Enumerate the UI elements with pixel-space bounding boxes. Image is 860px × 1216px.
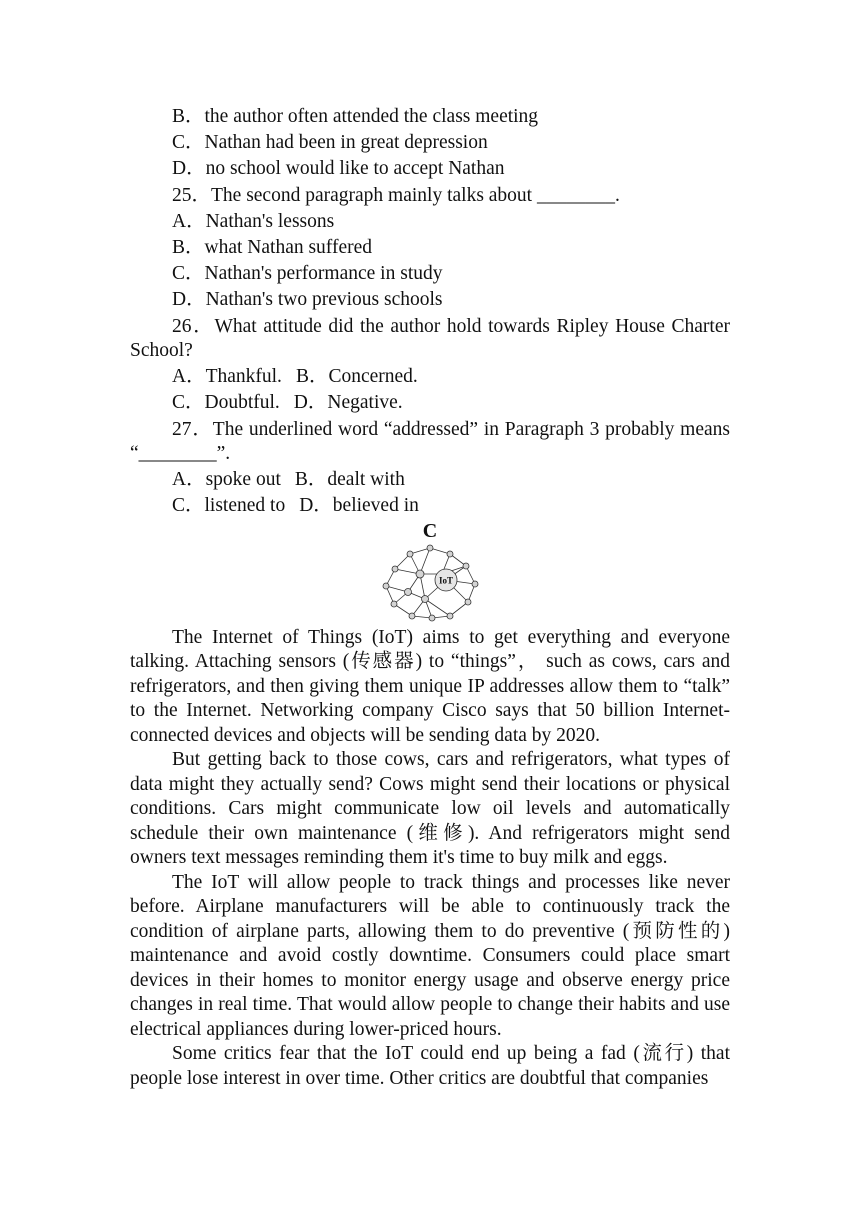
q24-option-b: B．the author often attended the class meeting bbox=[172, 106, 539, 127]
iot-figure-label: IoT bbox=[438, 575, 454, 586]
q26-options-row2 bbox=[130, 390, 730, 416]
q27-stem: 27．The underlined word “addressed” in Paragraph 3 probably means “________”. bbox=[130, 418, 730, 465]
worksheet-page bbox=[130, 104, 730, 1091]
q27-options-row1 bbox=[130, 467, 730, 493]
passage-paragraph-3: The IoT will allow people to track things and processes like never before. Airplane manufacturers will be able to continuously track the condition of airplane parts, allowing them to do preventive (预防性的) maintenance and avoid costly downtime. Consumers could place smart devices in their homes to monitor energy usage and observe energy price changes in real time. That would allow people to change their habits and use electrical appliances during lower-priced hours. bbox=[130, 871, 730, 1040]
q27-option-a: A．spoke out bbox=[172, 469, 281, 491]
q27-option-c: C．listened to bbox=[172, 495, 286, 517]
passage-paragraph-2: But getting back to those cows, cars and refrigerators, what types of data might they actually send? Cows might send their locations or physical conditions. Cars might communicate low oil levels and automatically schedule their own maintenance (维修). And refrigerators might send owners text messages reminding them it's time to buy milk and eggs. bbox=[130, 749, 730, 869]
q27-option-d: D．believed in bbox=[299, 495, 419, 517]
q26-stem: 26．What attitude did the author hold towards Ripley House Charter School? bbox=[130, 315, 730, 362]
passage-paragraph-4: Some critics fear that the IoT could end up being a fad (流行) that people lose interest in over time. Other critics are doubtful that companies bbox=[130, 1043, 730, 1089]
q24-option-d: D．no school would like to accept Nathan bbox=[172, 158, 505, 180]
q26-option-c: C．Doubtful. bbox=[172, 392, 280, 414]
q26-option-b: B．Concerned. bbox=[295, 366, 418, 388]
passage-paragraph-1: The Internet of Things (IoT) aims to get everything and everyone talking. Attaching sensors (传感器) to “things”， such as cows, cars and refrigerators, and then giving them unique IP addresses allow them to “talk” to the Internet. Networking company Cisco says that 50 billion Internet-connected devices and objects will be sending data by 2020. bbox=[130, 626, 730, 746]
q25-option-b: B．what Nathan suffered bbox=[172, 237, 372, 259]
q26-option-a: A．Thankful. bbox=[172, 366, 282, 388]
iot-network-figure bbox=[380, 544, 480, 622]
q25-stem: 25．The second paragraph mainly talks about ________. bbox=[172, 184, 620, 206]
q25-option-c: C．Nathan's performance in study bbox=[172, 263, 443, 285]
q27-option-b: B．dealt with bbox=[294, 469, 405, 491]
q26-options-row1 bbox=[130, 364, 730, 390]
section-c-label: C bbox=[422, 519, 438, 542]
q25-option-d: D．Nathan's two previous schools bbox=[172, 289, 443, 311]
q25-option-a: A．Nathan's lessons bbox=[172, 210, 335, 232]
q27-options-row2 bbox=[130, 493, 730, 519]
q24-option-c: C．Nathan had been in great depression bbox=[172, 132, 488, 154]
q26-option-d: D．Negative. bbox=[293, 392, 403, 414]
